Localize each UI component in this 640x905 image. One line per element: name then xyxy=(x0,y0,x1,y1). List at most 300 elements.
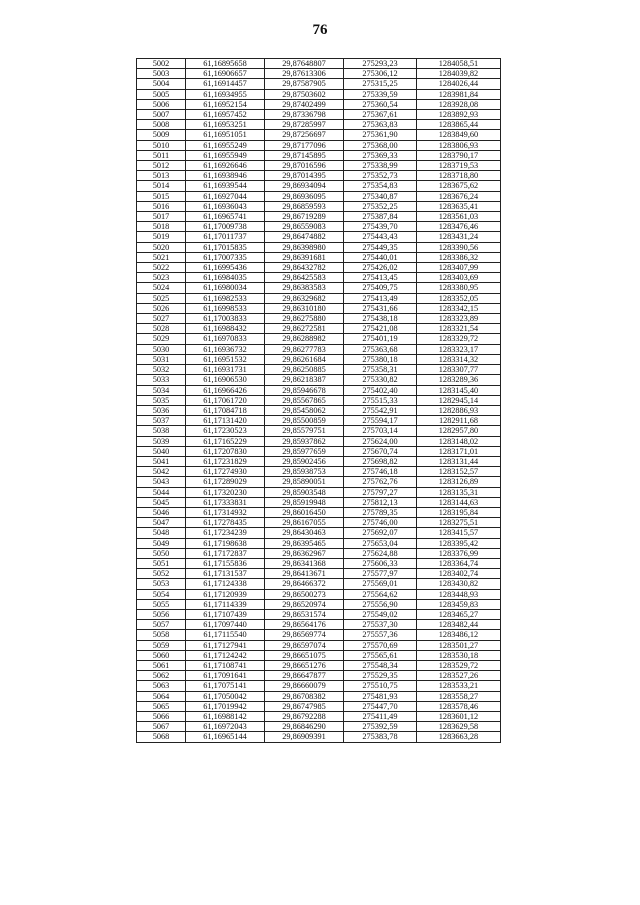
table-row xyxy=(137,232,501,242)
x-coordinate-cell: 275624,00 xyxy=(344,436,417,446)
latitude-cell: 61,16995436 xyxy=(186,263,265,273)
latitude-cell: 61,17091641 xyxy=(186,671,265,681)
y-coordinate-cell: 1282945,14 xyxy=(417,395,501,405)
x-coordinate-cell: 275594,17 xyxy=(344,416,417,426)
latitude-cell: 61,16953251 xyxy=(186,120,265,130)
table-row xyxy=(137,518,501,528)
point-number-cell: 5033 xyxy=(137,375,186,385)
y-coordinate-cell: 1283195,84 xyxy=(417,507,501,517)
longitude-cell: 29,86341368 xyxy=(265,558,344,568)
x-coordinate-cell: 275529,35 xyxy=(344,671,417,681)
x-coordinate-cell: 275340,87 xyxy=(344,191,417,201)
table-row xyxy=(137,456,501,466)
longitude-cell: 29,86651276 xyxy=(265,660,344,670)
point-number-cell: 5039 xyxy=(137,436,186,446)
latitude-cell: 61,17097440 xyxy=(186,620,265,630)
y-coordinate-cell: 1282911,68 xyxy=(417,416,501,426)
table-row xyxy=(137,150,501,160)
table-row xyxy=(137,446,501,456)
point-number-cell: 5032 xyxy=(137,365,186,375)
table-row xyxy=(137,528,501,538)
y-coordinate-cell: 1283395,42 xyxy=(417,538,501,548)
x-coordinate-cell: 275361,90 xyxy=(344,130,417,140)
point-number-cell: 5031 xyxy=(137,354,186,364)
longitude-cell: 29,86559083 xyxy=(265,222,344,232)
longitude-cell: 29,86362967 xyxy=(265,548,344,558)
latitude-cell: 61,17234239 xyxy=(186,528,265,538)
x-coordinate-cell: 275703,14 xyxy=(344,426,417,436)
y-coordinate-cell: 1283663,28 xyxy=(417,732,501,742)
table-row xyxy=(137,89,501,99)
longitude-cell: 29,85938753 xyxy=(265,467,344,477)
x-coordinate-cell: 275537,30 xyxy=(344,620,417,630)
x-coordinate-cell: 275440,01 xyxy=(344,252,417,262)
latitude-cell: 61,16957452 xyxy=(186,110,265,120)
longitude-cell: 29,86934094 xyxy=(265,181,344,191)
point-number-cell: 5023 xyxy=(137,273,186,283)
latitude-cell: 61,17050042 xyxy=(186,691,265,701)
table-row xyxy=(137,569,501,579)
table-row xyxy=(137,579,501,589)
table-row xyxy=(137,701,501,711)
table-row xyxy=(137,722,501,732)
y-coordinate-cell: 1283323,17 xyxy=(417,344,501,354)
x-coordinate-cell: 275812,13 xyxy=(344,497,417,507)
x-coordinate-cell: 275797,27 xyxy=(344,487,417,497)
latitude-cell: 61,16988432 xyxy=(186,324,265,334)
table-row xyxy=(137,589,501,599)
point-number-cell: 5026 xyxy=(137,303,186,313)
table-row xyxy=(137,242,501,252)
point-number-cell: 5027 xyxy=(137,314,186,324)
point-number-cell: 5036 xyxy=(137,405,186,415)
longitude-cell: 29,86250885 xyxy=(265,365,344,375)
y-coordinate-cell: 1283144,63 xyxy=(417,497,501,507)
latitude-cell: 61,17320230 xyxy=(186,487,265,497)
latitude-cell: 61,17230523 xyxy=(186,426,265,436)
longitude-cell: 29,86564176 xyxy=(265,620,344,630)
latitude-cell: 61,17003833 xyxy=(186,314,265,324)
y-coordinate-cell: 1283530,18 xyxy=(417,650,501,660)
table-row xyxy=(137,712,501,722)
point-number-cell: 5028 xyxy=(137,324,186,334)
latitude-cell: 61,16982533 xyxy=(186,293,265,303)
latitude-cell: 61,17172837 xyxy=(186,548,265,558)
x-coordinate-cell: 275315,25 xyxy=(344,79,417,89)
point-number-cell: 5012 xyxy=(137,161,186,171)
y-coordinate-cell: 1283527,26 xyxy=(417,671,501,681)
y-coordinate-cell: 1283482,44 xyxy=(417,620,501,630)
point-number-cell: 5006 xyxy=(137,99,186,109)
y-coordinate-cell: 1283148,02 xyxy=(417,436,501,446)
table-row xyxy=(137,293,501,303)
longitude-cell: 29,86660079 xyxy=(265,681,344,691)
point-number-cell: 5021 xyxy=(137,252,186,262)
latitude-cell: 61,16906657 xyxy=(186,69,265,79)
y-coordinate-cell: 1283448,93 xyxy=(417,589,501,599)
y-coordinate-cell: 1283390,56 xyxy=(417,242,501,252)
latitude-cell: 61,16951051 xyxy=(186,130,265,140)
point-number-cell: 5045 xyxy=(137,497,186,507)
point-number-cell: 5024 xyxy=(137,283,186,293)
point-number-cell: 5061 xyxy=(137,660,186,670)
longitude-cell: 29,86719289 xyxy=(265,212,344,222)
y-coordinate-cell: 1283529,72 xyxy=(417,660,501,670)
latitude-cell: 61,17011737 xyxy=(186,232,265,242)
table-row xyxy=(137,640,501,650)
table-row xyxy=(137,222,501,232)
point-number-cell: 5034 xyxy=(137,385,186,395)
table-row xyxy=(137,507,501,517)
point-number-cell: 5048 xyxy=(137,528,186,538)
point-number-cell: 5038 xyxy=(137,426,186,436)
table-row xyxy=(137,212,501,222)
latitude-cell: 61,17274930 xyxy=(186,467,265,477)
y-coordinate-cell: 1283790,17 xyxy=(417,150,501,160)
longitude-cell: 29,86792288 xyxy=(265,712,344,722)
x-coordinate-cell: 275387,84 xyxy=(344,212,417,222)
table-row xyxy=(137,120,501,130)
x-coordinate-cell: 275548,34 xyxy=(344,660,417,670)
table-row xyxy=(137,467,501,477)
y-coordinate-cell: 1283465,27 xyxy=(417,609,501,619)
y-coordinate-cell: 1283718,80 xyxy=(417,171,501,181)
latitude-cell: 61,17115540 xyxy=(186,630,265,640)
latitude-cell: 61,17198638 xyxy=(186,538,265,548)
point-number-cell: 5015 xyxy=(137,191,186,201)
longitude-cell: 29,85890051 xyxy=(265,477,344,487)
y-coordinate-cell: 1283364,74 xyxy=(417,558,501,568)
y-coordinate-cell: 1283171,01 xyxy=(417,446,501,456)
longitude-cell: 29,87177096 xyxy=(265,140,344,150)
y-coordinate-cell: 1283676,24 xyxy=(417,191,501,201)
point-number-cell: 5064 xyxy=(137,691,186,701)
longitude-cell: 29,86413671 xyxy=(265,569,344,579)
latitude-cell: 61,16926646 xyxy=(186,161,265,171)
latitude-cell: 61,17131537 xyxy=(186,569,265,579)
table-row xyxy=(137,365,501,375)
x-coordinate-cell: 275354,83 xyxy=(344,181,417,191)
y-coordinate-cell: 1283415,57 xyxy=(417,528,501,538)
x-coordinate-cell: 275447,70 xyxy=(344,701,417,711)
point-number-cell: 5029 xyxy=(137,334,186,344)
x-coordinate-cell: 275549,02 xyxy=(344,609,417,619)
point-number-cell: 5055 xyxy=(137,599,186,609)
longitude-cell: 29,87256697 xyxy=(265,130,344,140)
longitude-cell: 29,86747985 xyxy=(265,701,344,711)
y-coordinate-cell: 1283407,99 xyxy=(417,263,501,273)
longitude-cell: 29,86909391 xyxy=(265,732,344,742)
longitude-cell: 29,86520974 xyxy=(265,599,344,609)
latitude-cell: 61,17124242 xyxy=(186,650,265,660)
table-row xyxy=(137,263,501,273)
latitude-cell: 61,17127941 xyxy=(186,640,265,650)
longitude-cell: 29,86288982 xyxy=(265,334,344,344)
y-coordinate-cell: 1283558,27 xyxy=(417,691,501,701)
table-row xyxy=(137,130,501,140)
longitude-cell: 29,86432782 xyxy=(265,263,344,273)
x-coordinate-cell: 275670,74 xyxy=(344,446,417,456)
table-row xyxy=(137,405,501,415)
point-number-cell: 5060 xyxy=(137,650,186,660)
point-number-cell: 5063 xyxy=(137,681,186,691)
latitude-cell: 61,16955249 xyxy=(186,140,265,150)
longitude-cell: 29,85902456 xyxy=(265,456,344,466)
y-coordinate-cell: 1283352,05 xyxy=(417,293,501,303)
x-coordinate-cell: 275606,33 xyxy=(344,558,417,568)
y-coordinate-cell: 1283849,60 xyxy=(417,130,501,140)
longitude-cell: 29,86218387 xyxy=(265,375,344,385)
table-row xyxy=(137,69,501,79)
latitude-cell: 61,17015835 xyxy=(186,242,265,252)
x-coordinate-cell: 275369,33 xyxy=(344,150,417,160)
latitude-cell: 61,17007335 xyxy=(186,252,265,262)
longitude-cell: 29,86275880 xyxy=(265,314,344,324)
longitude-cell: 29,87016596 xyxy=(265,161,344,171)
longitude-cell: 29,86016450 xyxy=(265,507,344,517)
longitude-cell: 29,86425583 xyxy=(265,273,344,283)
point-number-cell: 5014 xyxy=(137,181,186,191)
latitude-cell: 61,16927044 xyxy=(186,191,265,201)
point-number-cell: 5049 xyxy=(137,538,186,548)
latitude-cell: 61,16938946 xyxy=(186,171,265,181)
y-coordinate-cell: 1282957,80 xyxy=(417,426,501,436)
y-coordinate-cell: 1283126,89 xyxy=(417,477,501,487)
latitude-cell: 61,17009738 xyxy=(186,222,265,232)
x-coordinate-cell: 275367,61 xyxy=(344,110,417,120)
point-number-cell: 5002 xyxy=(137,59,186,69)
longitude-cell: 29,86277783 xyxy=(265,344,344,354)
latitude-cell: 61,16931731 xyxy=(186,365,265,375)
latitude-cell: 61,16970833 xyxy=(186,334,265,344)
point-number-cell: 5009 xyxy=(137,130,186,140)
x-coordinate-cell: 275421,08 xyxy=(344,324,417,334)
y-coordinate-cell: 1283145,40 xyxy=(417,385,501,395)
point-number-cell: 5007 xyxy=(137,110,186,120)
table-row xyxy=(137,79,501,89)
longitude-cell: 29,87285997 xyxy=(265,120,344,130)
x-coordinate-cell: 275338,99 xyxy=(344,161,417,171)
point-number-cell: 5003 xyxy=(137,69,186,79)
point-number-cell: 5046 xyxy=(137,507,186,517)
table-row xyxy=(137,620,501,630)
table-row xyxy=(137,201,501,211)
latitude-cell: 61,16952154 xyxy=(186,99,265,109)
longitude-cell: 29,86647877 xyxy=(265,671,344,681)
point-number-cell: 5068 xyxy=(137,732,186,742)
latitude-cell: 61,17207830 xyxy=(186,446,265,456)
table-row xyxy=(137,395,501,405)
y-coordinate-cell: 1283402,74 xyxy=(417,569,501,579)
longitude-cell: 29,85458062 xyxy=(265,405,344,415)
x-coordinate-cell: 275515,33 xyxy=(344,395,417,405)
latitude-cell: 61,16934955 xyxy=(186,89,265,99)
x-coordinate-cell: 275413,49 xyxy=(344,293,417,303)
table-row xyxy=(137,273,501,283)
table-row xyxy=(137,140,501,150)
point-number-cell: 5047 xyxy=(137,518,186,528)
longitude-cell: 29,86430463 xyxy=(265,528,344,538)
point-number-cell: 5011 xyxy=(137,150,186,160)
y-coordinate-cell: 1283403,69 xyxy=(417,273,501,283)
table-row xyxy=(137,436,501,446)
longitude-cell: 29,87336798 xyxy=(265,110,344,120)
y-coordinate-cell: 1284039,82 xyxy=(417,69,501,79)
table-row xyxy=(137,283,501,293)
longitude-cell: 29,86391681 xyxy=(265,252,344,262)
point-number-cell: 5005 xyxy=(137,89,186,99)
table-row xyxy=(137,303,501,313)
longitude-cell: 29,87613306 xyxy=(265,69,344,79)
longitude-cell: 29,86597074 xyxy=(265,640,344,650)
longitude-cell: 29,86708382 xyxy=(265,691,344,701)
latitude-cell: 61,16965144 xyxy=(186,732,265,742)
x-coordinate-cell: 275698,82 xyxy=(344,456,417,466)
x-coordinate-cell: 275380,18 xyxy=(344,354,417,364)
table-row xyxy=(137,558,501,568)
y-coordinate-cell: 1283675,62 xyxy=(417,181,501,191)
point-number-cell: 5018 xyxy=(137,222,186,232)
longitude-cell: 29,86167055 xyxy=(265,518,344,528)
point-number-cell: 5016 xyxy=(137,201,186,211)
x-coordinate-cell: 275577,97 xyxy=(344,569,417,579)
y-coordinate-cell: 1283380,95 xyxy=(417,283,501,293)
point-number-cell: 5022 xyxy=(137,263,186,273)
y-coordinate-cell: 1283131,44 xyxy=(417,456,501,466)
x-coordinate-cell: 275438,18 xyxy=(344,314,417,324)
longitude-cell: 29,85977659 xyxy=(265,446,344,456)
y-coordinate-cell: 1283289,36 xyxy=(417,375,501,385)
y-coordinate-cell: 1283601,12 xyxy=(417,712,501,722)
table-row xyxy=(137,181,501,191)
point-number-cell: 5037 xyxy=(137,416,186,426)
latitude-cell: 61,17107439 xyxy=(186,609,265,619)
x-coordinate-cell: 275557,36 xyxy=(344,630,417,640)
table-row xyxy=(137,497,501,507)
x-coordinate-cell: 275542,91 xyxy=(344,405,417,415)
x-coordinate-cell: 275330,82 xyxy=(344,375,417,385)
latitude-cell: 61,17084718 xyxy=(186,405,265,415)
point-number-cell: 5043 xyxy=(137,477,186,487)
point-number-cell: 5020 xyxy=(137,242,186,252)
y-coordinate-cell: 1283323,89 xyxy=(417,314,501,324)
point-number-cell: 5035 xyxy=(137,395,186,405)
y-coordinate-cell: 1283307,77 xyxy=(417,365,501,375)
x-coordinate-cell: 275443,43 xyxy=(344,232,417,242)
point-number-cell: 5052 xyxy=(137,569,186,579)
latitude-cell: 61,17108741 xyxy=(186,660,265,670)
longitude-cell: 29,87402499 xyxy=(265,99,344,109)
x-coordinate-cell: 275339,59 xyxy=(344,89,417,99)
latitude-cell: 61,17075141 xyxy=(186,681,265,691)
table-row xyxy=(137,191,501,201)
longitude-cell: 29,86395465 xyxy=(265,538,344,548)
latitude-cell: 61,16988142 xyxy=(186,712,265,722)
table-row xyxy=(137,252,501,262)
x-coordinate-cell: 275439,70 xyxy=(344,222,417,232)
point-number-cell: 5051 xyxy=(137,558,186,568)
x-coordinate-cell: 275762,76 xyxy=(344,477,417,487)
y-coordinate-cell: 1283135,31 xyxy=(417,487,501,497)
x-coordinate-cell: 275401,19 xyxy=(344,334,417,344)
x-coordinate-cell: 275411,49 xyxy=(344,712,417,722)
x-coordinate-cell: 275360,54 xyxy=(344,99,417,109)
table-row xyxy=(137,477,501,487)
latitude-cell: 61,17289029 xyxy=(186,477,265,487)
table-row xyxy=(137,59,501,69)
x-coordinate-cell: 275352,25 xyxy=(344,201,417,211)
x-coordinate-cell: 275392,59 xyxy=(344,722,417,732)
y-coordinate-cell: 1283865,44 xyxy=(417,120,501,130)
point-number-cell: 5008 xyxy=(137,120,186,130)
x-coordinate-cell: 275426,02 xyxy=(344,263,417,273)
point-number-cell: 5062 xyxy=(137,671,186,681)
latitude-cell: 61,16984035 xyxy=(186,273,265,283)
x-coordinate-cell: 275352,73 xyxy=(344,171,417,181)
longitude-cell: 29,86398980 xyxy=(265,242,344,252)
table-row xyxy=(137,487,501,497)
table-row xyxy=(137,538,501,548)
longitude-cell: 29,86846290 xyxy=(265,722,344,732)
point-number-cell: 5044 xyxy=(137,487,186,497)
longitude-cell: 29,87587905 xyxy=(265,79,344,89)
x-coordinate-cell: 275363,68 xyxy=(344,344,417,354)
latitude-cell: 61,17114339 xyxy=(186,599,265,609)
table-row xyxy=(137,671,501,681)
longitude-cell: 29,86936095 xyxy=(265,191,344,201)
table-row xyxy=(137,681,501,691)
x-coordinate-cell: 275564,62 xyxy=(344,589,417,599)
table-row xyxy=(137,161,501,171)
x-coordinate-cell: 275306,12 xyxy=(344,69,417,79)
latitude-cell: 61,16936732 xyxy=(186,344,265,354)
longitude-cell: 29,86531574 xyxy=(265,609,344,619)
x-coordinate-cell: 275565,61 xyxy=(344,650,417,660)
x-coordinate-cell: 275789,35 xyxy=(344,507,417,517)
x-coordinate-cell: 275624,88 xyxy=(344,548,417,558)
y-coordinate-cell: 1283476,46 xyxy=(417,222,501,232)
x-coordinate-cell: 275570,69 xyxy=(344,640,417,650)
longitude-cell: 29,86261684 xyxy=(265,354,344,364)
point-number-cell: 5041 xyxy=(137,456,186,466)
longitude-cell: 29,85567865 xyxy=(265,395,344,405)
longitude-cell: 29,86859593 xyxy=(265,201,344,211)
latitude-cell: 61,17019942 xyxy=(186,701,265,711)
x-coordinate-cell: 275293,23 xyxy=(344,59,417,69)
point-number-cell: 5054 xyxy=(137,589,186,599)
table-row xyxy=(137,110,501,120)
point-number-cell: 5057 xyxy=(137,620,186,630)
latitude-cell: 61,17061720 xyxy=(186,395,265,405)
table-row xyxy=(137,334,501,344)
longitude-cell: 29,85919948 xyxy=(265,497,344,507)
latitude-cell: 61,17155836 xyxy=(186,558,265,568)
y-coordinate-cell: 1283431,24 xyxy=(417,232,501,242)
x-coordinate-cell: 275653,04 xyxy=(344,538,417,548)
longitude-cell: 29,87014395 xyxy=(265,171,344,181)
longitude-cell: 29,86383583 xyxy=(265,283,344,293)
y-coordinate-cell: 1283376,99 xyxy=(417,548,501,558)
y-coordinate-cell: 1283501,27 xyxy=(417,640,501,650)
table-row xyxy=(137,630,501,640)
page-number: 76 xyxy=(312,22,328,38)
point-number-cell: 5056 xyxy=(137,609,186,619)
y-coordinate-cell: 1283533,21 xyxy=(417,681,501,691)
latitude-cell: 61,16955949 xyxy=(186,150,265,160)
y-coordinate-cell: 1283561,03 xyxy=(417,212,501,222)
y-coordinate-cell: 1283459,83 xyxy=(417,599,501,609)
x-coordinate-cell: 275363,83 xyxy=(344,120,417,130)
